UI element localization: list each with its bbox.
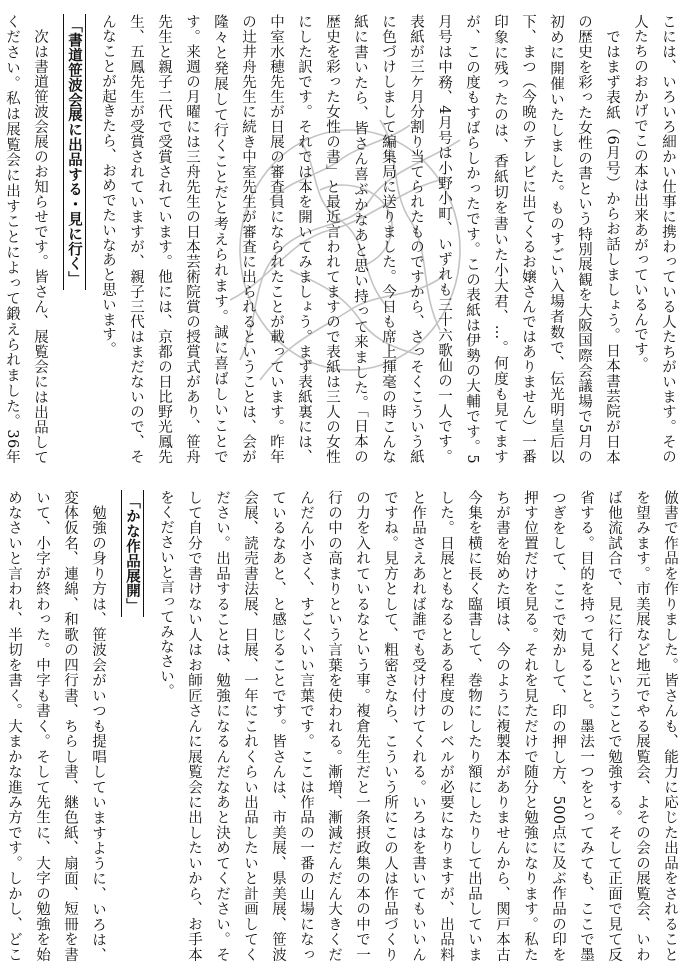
bottom-text-block bbox=[6, 490, 684, 962]
top-paragraph-2: ではまず表紙（6月号）からお話しましょう。日本書芸院が日本の歴史を彩った女性の書という特別展観を大阪国際会議場で5月の初めに開催いたしました。ものすごい入場者数で、伝光明皇后以下、まつ（今晩のテレビに出てくるお嬢さんではありません）一番印象に残ったのは、香紙切を書いた小大君、…。何度も見てますが、この度もすばらしかったです。この表紙は伊勢の大輔です。5月号は中務、4月号は小野小町、いずれも三十六歌仙の一人です。表紙が三ケ月分割り当てられたものですから、さっそくこういう紙に色づけしまして編集局に送りました。今日も席上揮毫の時こんな紙に書いたら、皆さん喜ぶかなあと思い持って来ました。「日本の歴史を彩った女性の書」と最近言われてますので表紙は三人の女性にした訳です。それでは本を開いてみましょう。まず表紙裏には、中室水穂先生が日展の審査員になられたことが載っています。昨年の辻井舟先生に続き中室先生が審査に出られるということは、会が隆々と発展して行くことだと考えられます。誠に喜ばしいことです。来週の月曜には三舟先生の日本芸術院賞の授賞式があり、笹舟先生と親子二代で受賞されています。他には、京都の日比野光鳳先生、五鳳先生が受賞されていますが、親子三代はまだないので、そんなことが起きたら、おめでたいなあと思います。 bbox=[100, 14, 620, 464]
section-heading-exhibition bbox=[60, 14, 88, 464]
section-heading-kana-text: 「かな作品展開」 bbox=[121, 490, 144, 617]
top-text-block bbox=[4, 14, 682, 464]
top-paragraph-1: こには、いろいろ細かい仕事に携わっている人たちがいます。その人たちのおかげでこの本は出来あがっているんです。 bbox=[632, 14, 676, 464]
bottom-paragraph-2: 勉強の身り方は、笹波会がいつも提唱していますように、いろは、変体仮名、連綿、和歌の四行書、ちらし書、継色紙、扇面、短冊を書いて、小字が終わった。中字も書く。そして先生に、大字の勉強を始めなさいと言われ、半切を書く。大まかな進み方です。しかし、どこ bbox=[6, 490, 106, 962]
bottom-paragraph-1: 倣書で作品を作りました。皆さんも、能力に応じた出品をされることを望みます。市美展など地元でやる展覧会、よその会の展覧会、いわば他流試合で、見に行くということで勉強する。そして正面で見て反省する。目的を持って見ること。墨法一つをとってみても、ここで墨つぎをして、ここで効かして、印の押し方、500点に及ぶ作品の印を押す位置だけを見る。それを見ただけで随分と勉強になります。私たちが書を始めた頃は、今のように複製本がありませんから、関戸本古今集を横に長く臨書して、巻物にしたり額にしたりして出品していました。日展ともなるとある程度のレベルが必要になりますが、出品料と作品さえあれば誰でも受け付けてくれる。いろはを書いてもいいんですね。見方として、粗密さなら、こういう所にこの人は作品づくりの力を入れているなという事。複倉先生だと一条摂政集の本の中で一行の中の高まりという言葉を使われる。漸増、漸減だんだん大きくだんだん小さく、すごくいい言葉です。ここは作品の一番の山場になっているなあと、と感じることです。皆さんは、市美展、県美展、笹波会展、読売書法展、日展、一年にこれくらい出品したいと計画してください。出品することは、勉強になるんだなあと決めてください。そして自分で書けない人はお師匠さんに展覧会に出したいから、お手本をくださいと言ってみなさい。 bbox=[158, 490, 678, 962]
top-paragraph-3: 次は書道笹波会展のお知らせです。皆さん、展覧会には出品してください。私は展覧会に出すことによって鍛えられました。36年 bbox=[4, 14, 48, 464]
section-heading-kana bbox=[118, 490, 146, 962]
section-heading-exhibition-text: 「書道笹波会展に出品する・見に行く」 bbox=[63, 14, 86, 290]
